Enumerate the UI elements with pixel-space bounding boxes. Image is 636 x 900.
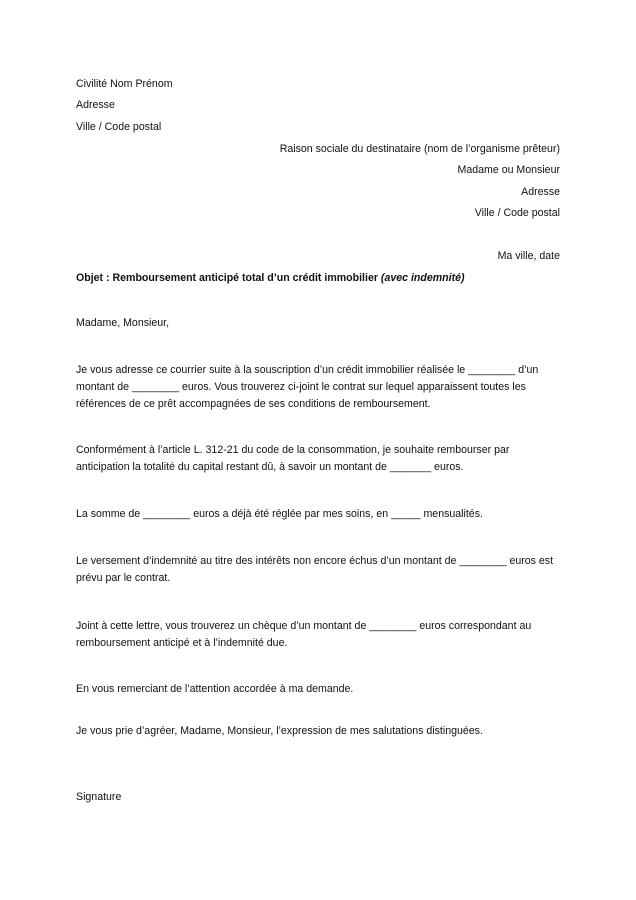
recipient-company: Raison sociale du destinataire (nom de l’organisme prêteur) [279, 143, 560, 155]
subject-line [76, 271, 465, 285]
paragraph-legal-basis: Conformément à l’article L. 312-21 du code de la consommation, je souhaite rembourser par anticipation la totalité du capital restant dû, à savoir un montant de _______ euros. [76, 444, 510, 473]
paragraph-amount-paid: La somme de ________ euros a déjà été réglée par mes soins, en _____ mensualités. [76, 508, 483, 520]
recipient-city: Ville / Code postal [474, 207, 560, 219]
paragraph-cheque: Joint à cette lettre, vous trouverez un chèque d’un montant de ________ euros correspondant au remboursement anticipé et à l’indemnité due. [76, 620, 532, 649]
subject-note: (avec indemnité) [380, 272, 465, 284]
subject-label: Objet : Remboursement anticipé total d’un crédit immobilier [76, 272, 381, 284]
place-date: Ma ville, date [497, 250, 560, 262]
sender-address: Adresse [76, 99, 115, 111]
paragraph-credit-details: Je vous adresse ce courrier suite à la souscription d’un crédit immobilier réalisée le ________ d’un montant de ________ euros. Vous trouverez ci-joint le contrat sur lequel apparaissent toutes les références de ce prêt accompagnées de ses conditions de remboursement. [76, 364, 539, 410]
sender-name: Civilité Nom Prénom [76, 78, 173, 90]
sender-city: Ville / Code postal [76, 121, 162, 133]
recipient-salutation: Madame ou Monsieur [457, 164, 560, 176]
paragraph-indemnity: Le versement d’indemnité au titre des intérêts non encore échus d’un montant de ________ euros est prévu par le contrat. [76, 555, 554, 584]
greeting: Madame, Monsieur, [76, 317, 170, 329]
signature: Signature [76, 791, 122, 803]
paragraph-closing: Je vous prie d’agréer, Madame, Monsieur, l’expression de mes salutations distinguées. [76, 725, 483, 737]
recipient-address: Adresse [521, 186, 560, 198]
paragraph-thanks: En vous remerciant de l’attention accordée à ma demande. [76, 683, 354, 695]
